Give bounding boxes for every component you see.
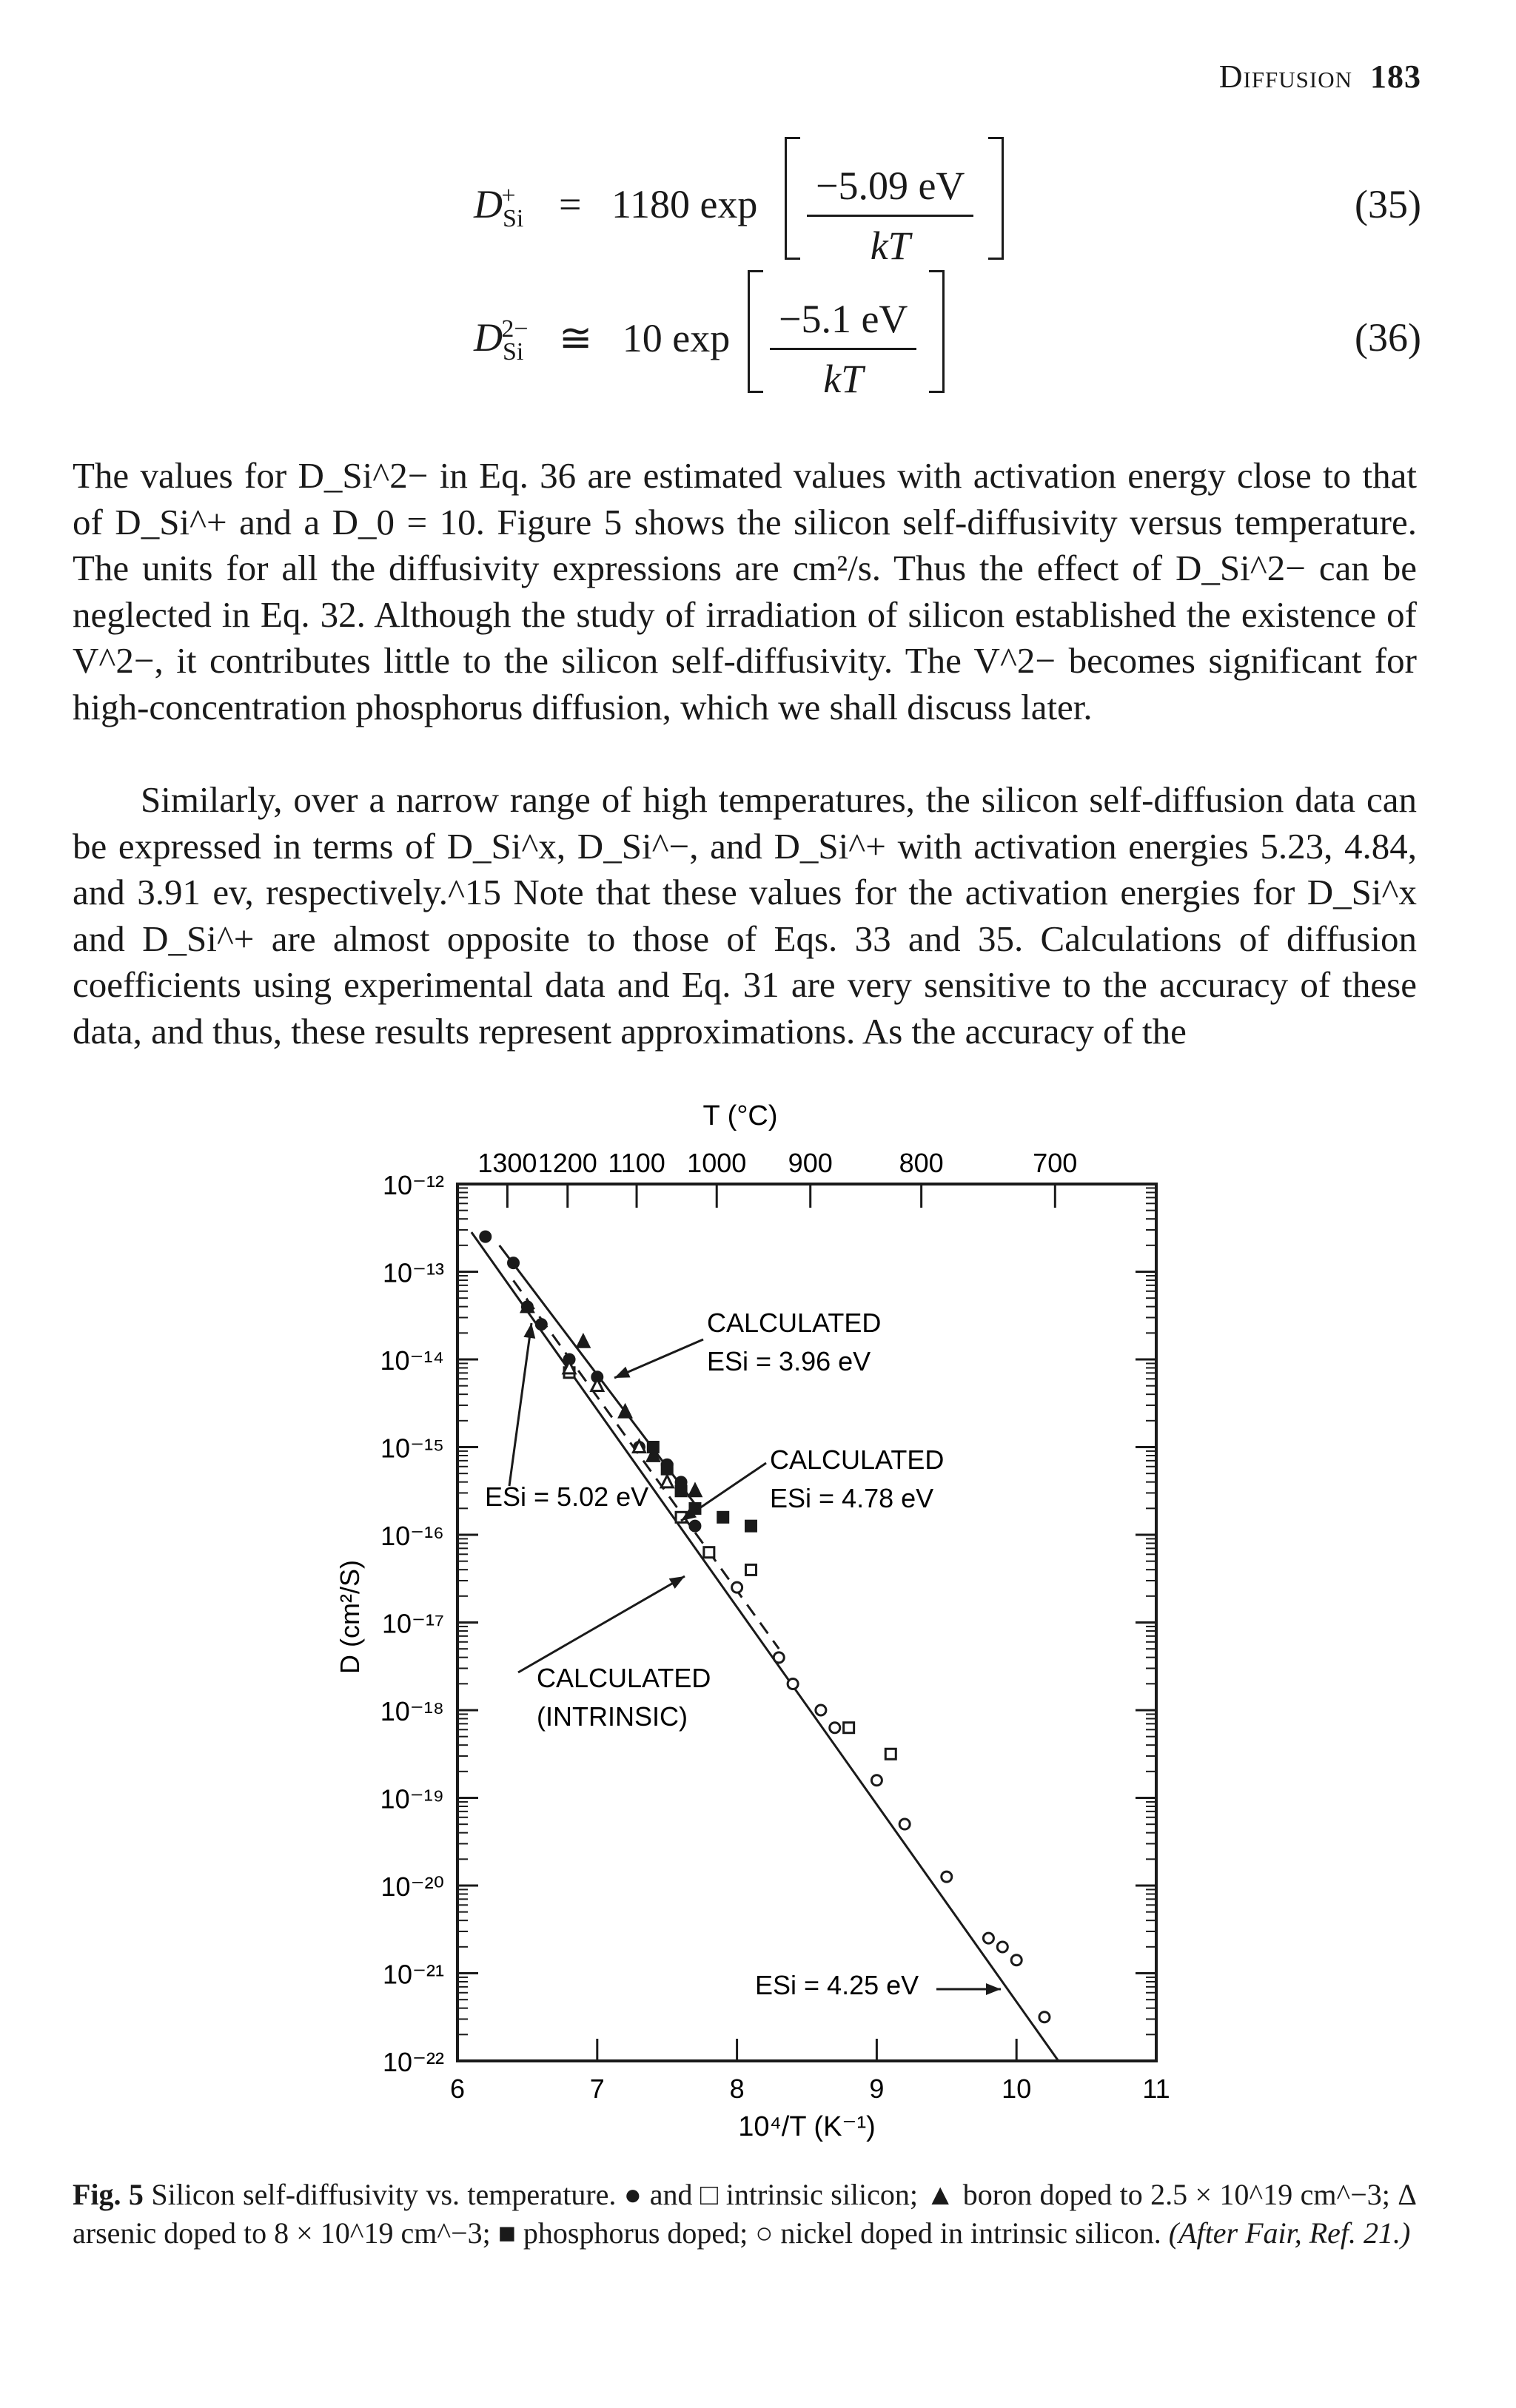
top-tick-label: 1100 — [608, 1148, 665, 1178]
top-tick-label: 900 — [788, 1148, 833, 1178]
running-head — [1219, 58, 1421, 95]
y-tick-label: 10⁻¹⁴ — [380, 1345, 444, 1376]
open-triangle-marker — [633, 1441, 645, 1453]
open-square-marker — [844, 1723, 854, 1733]
x-tick-label: 8 — [729, 2074, 745, 2104]
y-tick-label: 10⁻¹³ — [382, 1257, 444, 1288]
page-number: 183 — [1370, 58, 1421, 95]
annotation-label-2: (INTRINSIC) — [537, 1701, 688, 1732]
open-circle-marker — [942, 1871, 952, 1882]
annotation-label: ESi = 4.25 eV — [755, 1970, 919, 2000]
open-circle-marker — [997, 1942, 1007, 1952]
filled-triangle-marker — [689, 1484, 701, 1496]
caption-body: Silicon self-diffusivity vs. temperature. ● and □ intrinsic silicon; ▲ boron doped to 2.5 × 10^19 cm^−3; Δ arsenic doped to 8 × 10^19 cm^−3; ■ phosphorus doped; ○ nickel doped in intrinsic silicon. — [73, 2178, 1418, 2250]
annotation-label-2: ESi = 3.96 eV — [707, 1346, 871, 1376]
filled-circle-marker — [690, 1521, 700, 1531]
y-tick-label: 10⁻²¹ — [382, 1959, 444, 1990]
y-tick-label: 10⁻¹⁷ — [381, 1608, 444, 1639]
self-diffusivity-chart — [0, 1095, 1516, 2161]
open-circle-marker — [899, 1819, 910, 1829]
top-tick-label: 1200 — [537, 1148, 597, 1178]
x-tick-label: 11 — [1142, 2074, 1170, 2104]
annotation-leader — [518, 1576, 685, 1672]
open-circle-marker — [871, 1775, 882, 1786]
open-circle-marker — [1039, 2012, 1050, 2022]
top-tick-label: 1000 — [687, 1148, 747, 1178]
open-square-marker — [885, 1749, 896, 1759]
filled-circle-marker — [509, 1258, 519, 1268]
y-tick-label: 10⁻¹⁹ — [380, 1783, 444, 1815]
annotation-label-2: ESi = 4.78 eV — [770, 1483, 934, 1513]
open-square-marker — [704, 1547, 714, 1558]
x-tick-label: 9 — [869, 2074, 885, 2104]
equation-fraction: $\frac{-5.09 eV}{kT}$ — [807, 163, 973, 269]
y-tick-label: 10⁻¹⁶ — [380, 1521, 444, 1551]
x-tick-label: 10 — [1002, 2074, 1032, 2104]
filled-square-marker — [745, 1521, 756, 1531]
annotation-arrowhead — [986, 1983, 1001, 1995]
bracket-left — [748, 270, 763, 393]
annotation-label: CALCULATED — [707, 1308, 882, 1338]
equation-number: (35) — [1355, 182, 1421, 226]
y-tick-label: 10⁻¹² — [382, 1170, 444, 1200]
filled-triangle-marker — [521, 1300, 533, 1312]
y-axis-label: D (cm²/S) — [335, 1560, 365, 1674]
paragraph-1: The values for D_Si^2− in Eq. 36 are estimated values with activation energy close to that of D_Si^+ and a D_0 = 10. Figure 5 shows the silicon self-diffusivity versus temperature. The units for all the diffusivity expressions are cm²/s. Thus the effect of D_Si^2− can be neglected in Eq. 32. Although the study of irradiation of silicon established the existence of V^2−, it contributes little to the silicon self-diffusivity. The V^2− becomes significant for high-concentration phosphorus diffusion, which we shall discuss later. — [73, 455, 1417, 727]
annotation-label: CALCULATED — [770, 1445, 945, 1475]
open-circle-marker — [830, 1723, 840, 1733]
annotation-label: ESi = 5.02 eV — [485, 1482, 649, 1512]
open-circle-marker — [1011, 1955, 1022, 1965]
figure-caption — [73, 2176, 1417, 2253]
annotation-arrowhead — [614, 1367, 631, 1378]
y-tick-label: 10⁻¹⁵ — [380, 1433, 444, 1464]
running-head-title: Diffusion — [1218, 58, 1352, 95]
y-tick-label: 10⁻²² — [382, 2047, 444, 2077]
top-tick-label: 800 — [899, 1148, 944, 1178]
ticks — [380, 1148, 1170, 2104]
top-axis-label: T (°C) — [702, 1100, 778, 1131]
paragraph-2: Similarly, over a narrow range of high temperatures, the silicon self-diffusion data can be expressed in terms of D_Si^x, D_Si^−, and D_Si^+ with activation energies 5.23, 4.84, and 3.91 ev, respectively.^15 Note that these values for the activation energies for D_Si^x and D_Si^+ are almost opposite to those of Eqs. 33 and 35. Calculations of diffusion coefficients using experimental data and Eq. 31 are very sensitive to the accuracy of these data, and thus, these results represent approximations. As the accuracy of the — [73, 779, 1417, 1052]
annotation-label: CALCULATED — [537, 1663, 711, 1693]
top-tick-label: 1300 — [477, 1148, 537, 1178]
filled-circle-marker — [536, 1319, 546, 1330]
filled-square-marker — [662, 1464, 672, 1474]
bracket-right — [929, 270, 945, 393]
x-axis-label: 10⁴/T (K⁻¹) — [738, 2111, 876, 2142]
annotations — [485, 1308, 1001, 2000]
annotation-arrowhead — [523, 1323, 535, 1339]
annotation-arrowhead — [669, 1576, 685, 1589]
equation-rhs: ≅ 10 exp — [559, 316, 731, 360]
y-tick-label: 10⁻¹⁸ — [380, 1696, 444, 1726]
open-circle-marker — [774, 1652, 784, 1663]
equation-lhs: $D_{Si}^+$ — [474, 182, 524, 232]
open-circle-marker — [788, 1678, 798, 1689]
filled-triangle-marker — [577, 1335, 589, 1347]
filled-square-marker — [648, 1442, 658, 1453]
bracket-right — [988, 137, 1004, 260]
x-tick-label: 6 — [449, 2074, 466, 2104]
equation-rhs: = 1180 exp — [559, 182, 758, 226]
filled-square-marker — [676, 1486, 686, 1496]
top-tick-label: 700 — [1033, 1148, 1078, 1178]
filled-circle-marker — [480, 1231, 491, 1242]
caption-label: Fig. 5 — [73, 2178, 144, 2211]
open-circle-marker — [816, 1705, 826, 1715]
equation-lhs: $D_{Si}^{2-}$ — [474, 315, 529, 366]
open-triangle-marker — [661, 1476, 673, 1487]
caption-credit: (After Fair, Ref. 21.) — [1168, 2216, 1411, 2250]
open-circle-marker — [983, 1933, 993, 1943]
open-square-marker — [745, 1564, 756, 1575]
equation-fraction: $\frac{-5.1 eV}{kT}$ — [770, 296, 916, 402]
bracket-left — [785, 137, 800, 260]
filled-square-marker — [718, 1512, 728, 1522]
equation-36 — [0, 278, 1516, 403]
equation-35 — [0, 144, 1516, 270]
annotation-leader — [509, 1323, 531, 1486]
equation-number: (36) — [1355, 315, 1421, 360]
x-tick-label: 7 — [589, 2074, 605, 2104]
open-circle-marker — [732, 1582, 742, 1593]
y-tick-label: 10⁻²⁰ — [380, 1871, 444, 1902]
